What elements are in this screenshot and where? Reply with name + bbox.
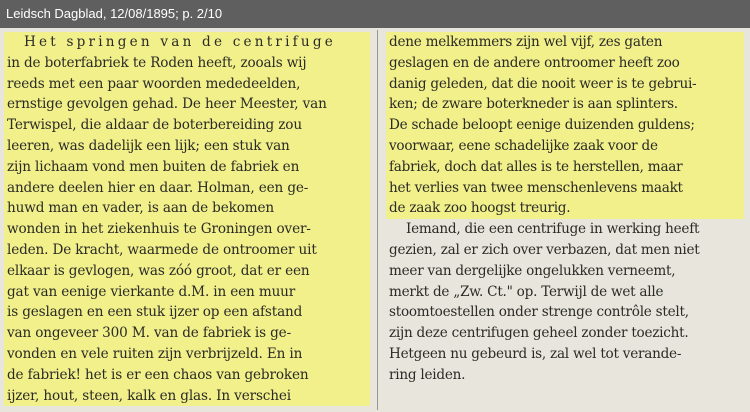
article-line: is geslagen en een stuk ijzer op een afstand	[4, 302, 370, 323]
article-line: merkt de „Zw. Ct." op. Terwijl de wet alle	[389, 283, 664, 300]
article-line: zijn lichaam vond men buiten de fabriek en	[4, 157, 370, 178]
article-line: in de boterfabriek te Roden heeft, zooals wij	[4, 53, 370, 74]
article-line: zijn deze centrifugen geheel zonder toezicht.	[389, 325, 689, 342]
article-line: elkaar is gevlogen, was zóó groot, dat er een	[4, 261, 370, 282]
article-line: geslagen en de andere ontroomer heeft zoo	[386, 53, 744, 74]
article-line: ken; de zware boterkneder is aan splinters.	[386, 94, 744, 115]
article-line: ernstige gevolgen gehad. De heer Meester, van	[4, 94, 370, 115]
article-line: leeren, was dadelijk een lijk; een stuk van	[4, 136, 370, 157]
article-line: fabriek, doch dat alles is te herstellen, maar	[386, 157, 744, 178]
article-line: de zaak zoo hoogst treurig.	[386, 198, 744, 219]
article-column-left	[4, 32, 370, 406]
article-line: ijzer, hout, steen, kalk en glas. In verschei	[4, 386, 370, 407]
article-line: meer van dergelijke ongelukken verneemt,	[389, 262, 676, 279]
article-line: andere deelen hier en daar. Holman, een ge-	[4, 178, 370, 199]
article-line: Het springen van de centrifuge	[4, 32, 370, 53]
article-line: reeds met een paar woorden mededeelden,	[4, 74, 370, 95]
article-line: Terwispel, die aldaar de boterbereiding zou	[4, 115, 370, 136]
article-line: dene melkemmers zijn wel vijf, zes gaten	[386, 32, 744, 53]
article-line: vonden en vele ruiten zijn verbrijzeld. En in	[4, 344, 370, 365]
article-line: de fabriek! het is er een chaos van gebroken	[4, 365, 370, 386]
article-line: gezien, zal er zich over verbazen, dat men niet	[389, 241, 700, 258]
article-line: De schade beloopt eenige duizenden guldens;	[386, 115, 744, 136]
article-line: voorwaar, eene schadelijke zaak voor de	[386, 136, 744, 157]
article-line: danig geleden, dat die nooit weer is te gebrui-	[386, 74, 744, 95]
article-line: stoomtoestellen onder strenge contrôle stelt,	[389, 304, 689, 321]
article-line: leden. De kracht, waarmede de ontroomer uit	[4, 240, 370, 261]
article-line: huwd man en vader, is aan de bekomen	[4, 198, 370, 219]
article-line: ring leiden.	[389, 366, 466, 383]
article-line: van ongeveer 300 M. van de fabriek is ge-	[4, 323, 370, 344]
article-column-right	[386, 32, 744, 386]
article-line: Hetgeen nu gebeurd is, zal wel tot verande-	[389, 345, 682, 362]
article-line: wonden in het ziekenhuis te Groningen over-	[4, 219, 370, 240]
source-caption: Leidsch Dagblad, 12/08/1895; p. 2/10	[0, 0, 750, 28]
article-line: Iemand, die een centrifuge in werking heeft	[406, 221, 700, 238]
newspaper-clipping	[0, 28, 750, 412]
article-line: het verlies van twee menschenlevens maakt	[386, 178, 744, 199]
column-divider	[377, 30, 378, 410]
article-line: gat van eenige vierkante d.M. in een muur	[4, 282, 370, 303]
